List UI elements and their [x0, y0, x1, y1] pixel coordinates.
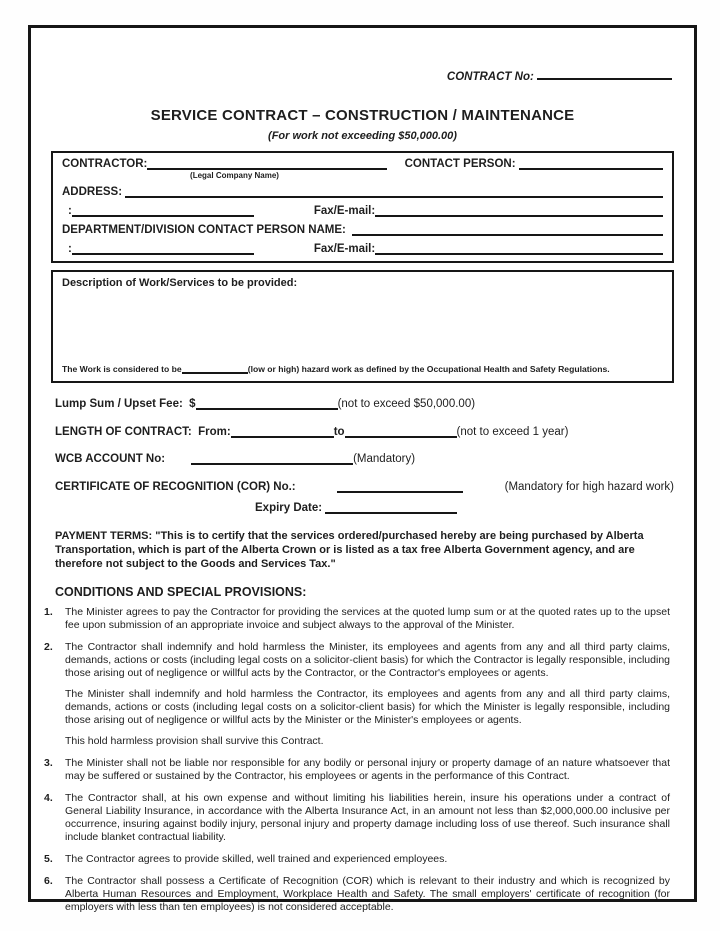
cor-number-row: [55, 481, 674, 493]
condition-text: [65, 606, 670, 632]
department-label: DEPARTMENT/DIVISION CONTACT PERSON NAME:: [62, 224, 353, 236]
contractor-blank-line: [147, 158, 387, 170]
length-to-label: to: [333, 426, 345, 438]
condition-item: [44, 792, 670, 844]
expiry-date-row: [55, 502, 674, 514]
phone-fax-row-1: [62, 205, 663, 217]
fax-email-blank-line-2: [375, 243, 663, 255]
length-note: (not to exceed 1 year): [456, 426, 569, 438]
length-from-blank-line: [231, 426, 334, 438]
description-of-work-label: Description of Work/Services to be provided:: [62, 277, 298, 289]
hazard-prefix-text: The Work is considered to be: [62, 364, 182, 374]
condition-text: [65, 641, 670, 748]
payment-terms-paragraph: PAYMENT TERMS: "This is to certify that the services ordered/purchased hereby are being purchased by Alberta Transportation, which is part of the Alberta Crown or is listed as a tax free Alberta Government agency, and are therefore not subject to the Goods and Services Tax.": [55, 530, 644, 570]
condition-item: [44, 757, 670, 783]
expiry-date-label: Expiry Date:: [255, 502, 326, 514]
conditions-heading: CONDITIONS AND SPECIAL PROVISIONS:: [55, 585, 307, 599]
condition-paragraph: The Contractor shall possess a Certificate of Recognition (COR) which is relevant to their industry and which is recognized by Alberta Human Resources and Employment, Workplace Health and Safety. The small employers' certificate of recognition (for employers with less than ten employees) is not considered acceptable.: [65, 875, 670, 913]
phone-blank-line-1: [72, 205, 254, 217]
condition-item: [44, 641, 670, 748]
expiry-date-blank-line: [325, 502, 457, 514]
lump-sum-row: [55, 398, 674, 410]
condition-text: [65, 875, 670, 914]
contractor-label: CONTRACTOR:: [62, 158, 148, 170]
phone-colon-label: :: [68, 205, 72, 217]
phone-colon-label-2: :: [68, 243, 72, 255]
cor-note: (Mandatory for high hazard work): [504, 481, 675, 493]
condition-paragraph: The Minister shall not be liable nor responsible for any bodily or personal injury or property damage of an nature whatsoever that may be suffered or sustained by the Contractor, his employees or agents in the performance of this Contract.: [65, 757, 670, 782]
condition-number: 4.: [44, 792, 53, 804]
phone-blank-line-2: [72, 243, 254, 255]
department-row: [62, 224, 663, 236]
wcb-account-label: WCB ACCOUNT No:: [55, 453, 166, 465]
cor-blank-line: [337, 481, 463, 493]
address-label: ADDRESS:: [62, 186, 126, 198]
hazard-blank-line: [182, 365, 248, 374]
condition-paragraph: The Contractor agrees to provide skilled, well trained and experienced employees.: [65, 853, 448, 865]
lump-sum-blank-line: [196, 398, 338, 410]
page-title: SERVICE CONTRACT – CONSTRUCTION / MAINTENANCE: [150, 107, 575, 124]
wcb-blank-line: [191, 453, 353, 465]
contract-number-row: [31, 56, 672, 95]
condition-text: [65, 792, 670, 844]
contract-number-label: CONTRACT No:: [446, 71, 537, 83]
condition-paragraph: The Contractor shall, at his own expense and without limiting his liabilities herein, insure his operations under a contract of General Liability Insurance, in accordance with the Alberta Insurance Act, in an amount not less than $2,000,000.00 inclusive per occurrence, insuring against bodily injury, personal injury and property damage including loss of use thereof. Such insurance shall include blanket contractual liability.: [65, 792, 670, 843]
address-blank-line: [125, 186, 663, 198]
phone-fax-row-2: [62, 243, 663, 255]
length-to-blank-line: [345, 426, 457, 438]
fax-email-blank-line-1: [375, 205, 663, 217]
condition-item: [44, 875, 670, 914]
hazard-classification-row: [62, 364, 663, 374]
description-blank-area: [62, 289, 663, 364]
contractor-row: [62, 158, 663, 170]
wcb-note: (Mandatory): [353, 453, 416, 465]
condition-paragraph: The Minister agrees to pay the Contractor for providing the services at the quoted lump sum or at the quoted rates up to the upset fee upon submission of an appropriate invoice and subject always to the approval of the Minister.: [65, 606, 670, 631]
contractor-info-box: [51, 151, 674, 263]
cor-number-label: CERTIFICATE OF RECOGNITION (COR) No.:: [55, 481, 296, 493]
contract-number-blank-line: [537, 68, 672, 80]
condition-item: [44, 606, 670, 632]
hazard-suffix-text: (low or high) hazard work as defined by the Occupational Health and Safety Regulations.: [247, 364, 610, 374]
page-subtitle: (For work not exceeding $50,000.00): [268, 130, 457, 142]
address-row: [62, 186, 663, 198]
contract-page: [28, 25, 697, 913]
condition-text: [65, 853, 670, 866]
length-of-contract-label: LENGTH OF CONTRACT: From:: [55, 426, 231, 438]
condition-number: 6.: [44, 875, 53, 887]
description-of-work-box: [51, 270, 674, 383]
condition-number: 1.: [44, 606, 53, 618]
condition-paragraph: This hold harmless provision shall survive this Contract.: [65, 735, 324, 747]
condition-item: [44, 853, 670, 866]
condition-number: 2.: [44, 641, 53, 653]
wcb-account-row: [55, 453, 674, 465]
length-of-contract-row: [55, 426, 674, 438]
condition-number: 3.: [44, 757, 53, 769]
legal-company-name-note: (Legal Company Name): [190, 171, 279, 180]
lump-sum-note: (not to exceed $50,000.00): [337, 398, 476, 410]
fax-email-label-1: Fax/E-mail:: [313, 205, 376, 217]
condition-paragraph: The Contractor shall indemnify and hold harmless the Minister, its employees and agents from any and all third party claims, demands, actions or costs (including legal costs on a solicitor-client basis) for which the Contractor is legally responsible, including those arising out of negligence or willful acts by the Contractor, or the Contractor's employees or agents.: [65, 641, 670, 679]
fax-email-label-2: Fax/E-mail:: [313, 243, 376, 255]
conditions-list: [44, 606, 670, 914]
contact-person-label: CONTACT PERSON:: [401, 158, 519, 170]
condition-text: [65, 757, 670, 783]
condition-number: 5.: [44, 853, 53, 865]
lump-sum-label: Lump Sum / Upset Fee: $: [55, 398, 196, 410]
condition-paragraph: The Minister shall indemnify and hold harmless the Contractor, its employees and agents from any and all third party claims, demands, actions or costs (including legal costs on a solicitor-client basis) for which the Minister is legally responsible, including those arising out of negligence or willful acts by the Minister or the Minister's employees or agents.: [65, 688, 670, 726]
contact-person-blank-line: [519, 158, 663, 170]
department-blank-line: [352, 224, 663, 236]
